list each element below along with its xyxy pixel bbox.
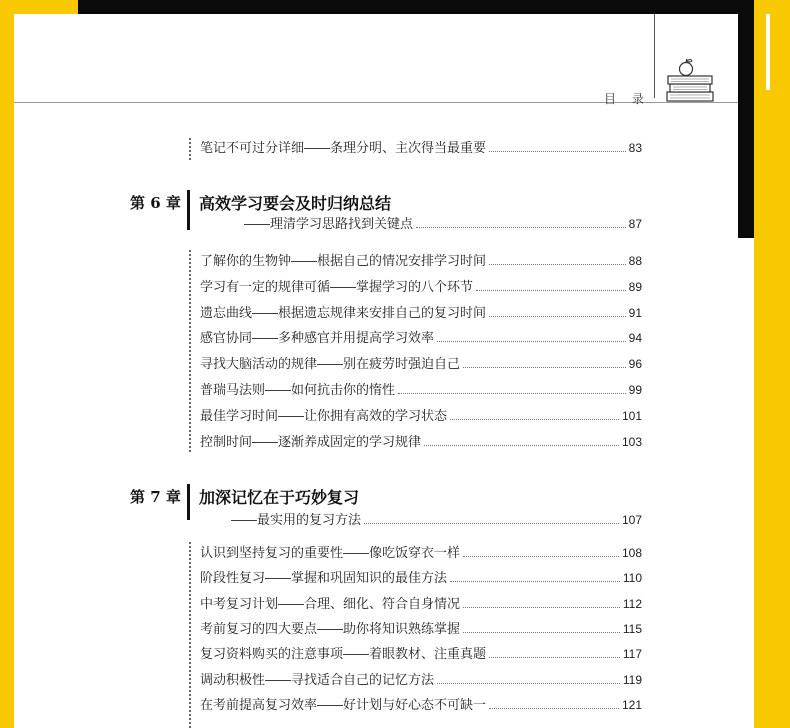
toc-entry-page: 103 [621,434,642,449]
dot-leader [416,227,626,228]
toc-entry-title: 考前复习的四大要点——助你将知识熟练掌握 [200,620,461,636]
toc-entry-page: 117 [622,647,642,662]
dot-leader [489,316,626,317]
toc-entry-page: 115 [622,621,642,636]
frame-black-top [78,0,754,14]
toc-entry[interactable] [200,668,642,688]
toc-entry-title: 阶段性复习——掌握和巩固知识的最佳方法 [200,570,448,586]
toc-entry-title: 中考复习计划——合理、细化、符合自身情况 [200,595,461,611]
dot-leader [450,581,620,582]
toc-entry-page: 99 [628,383,642,397]
toc-entry-title: 普瑞马法则——如何抗击你的惰性 [200,382,396,397]
top-entry-rule [189,138,191,160]
header-vertical-rule [654,14,655,98]
dot-leader [424,445,619,446]
frame-yellow-right [754,0,790,728]
books-apple-icon [664,58,716,104]
toc-entry-title: 寻找大脑活动的规律——别在疲劳时强迫自己 [200,356,461,372]
dot-leader [437,341,626,342]
toc-entry-page: 112 [622,596,642,611]
chapter-6-page: 87 [628,217,642,231]
chapter-6-bar [187,190,190,230]
toc-entry-page: 121 [621,697,642,712]
chapter-7-page: 107 [621,513,642,527]
dot-leader [398,393,626,394]
toc-entry-page: 119 [622,672,642,687]
toc-entry[interactable] [200,430,642,450]
chapter-7-bar [187,484,190,520]
toc-entry-title: 在考前提高复习效率——好计划与好心态不可缺一 [200,696,487,712]
dot-leader [463,556,619,557]
dot-leader [450,419,619,420]
toc-entry[interactable] [200,352,642,372]
dot-leader [489,657,620,658]
dot-leader [364,523,619,524]
frame-black-right [738,0,754,238]
page-header-title: 目 录 [604,92,650,106]
frame-yellow-left [0,0,14,728]
chapter-7-subtitle: ——最实用的复习方法 [231,512,362,527]
chapter-7-entries-rule [189,542,191,728]
toc-entry-page: 88 [628,254,642,268]
chapter-6-title[interactable]: 高效学习要会及时归纳总结 [199,194,392,213]
toc-entry[interactable] [200,404,642,424]
toc-entry-page: 94 [628,331,642,346]
toc-entry[interactable] [200,301,642,321]
toc-entry[interactable] [200,566,642,586]
toc-entry[interactable] [200,249,642,269]
toc-entry-title: 最佳学习时间——让你拥有高效的学习状态 [200,407,448,423]
toc-entry-title: 感官协同——多种感官并用提高学习效率 [200,330,435,346]
chapter-6-subtitle-entry[interactable] [244,212,642,232]
dot-leader [463,607,620,608]
toc-entry-title: 控制时间——逐渐养成固定的学习规律 [200,433,422,449]
dot-leader [489,151,626,152]
chapter-6-label: 第 6 章 [130,194,181,212]
toc-entry[interactable] [200,378,642,398]
dot-leader [463,632,620,633]
toc-entry-page: 89 [628,279,642,294]
toc-entry-page: 108 [621,546,642,560]
toc-entry[interactable] [200,275,642,295]
toc-entry-page: 83 [628,141,642,155]
dot-leader [489,708,619,709]
toc-entry-title: 遗忘曲线——根据遗忘规律来安排自己的复习时间 [200,304,487,320]
toc-entry[interactable] [200,326,642,346]
frame-yellow-top-left [0,0,78,14]
toc-entry-page: 96 [628,357,642,372]
toc-entry-title: 笔记不可过分详细——条理分明、主次得当最重要 [200,140,487,155]
frame-black-right-stub [766,14,770,90]
toc-entry-title: 学习有一定的规律可循——掌握学习的八个环节 [200,278,474,294]
toc-entry-page: 101 [621,408,642,423]
toc-entry[interactable] [200,693,642,713]
toc-entry-page: 91 [628,305,642,320]
dot-leader [463,367,626,368]
toc-entry[interactable] [200,592,642,612]
chapter-7-subtitle-entry[interactable] [231,508,642,528]
toc-entry[interactable] [200,642,642,662]
dot-leader [489,264,626,265]
chapter-7-label: 第 7 章 [130,488,181,506]
toc-entry[interactable] [200,136,642,156]
chapter-6-entries-rule [189,250,191,452]
toc-entry[interactable] [200,617,642,637]
chapter-6-subtitle: ——理清学习思路找到关键点 [244,216,414,231]
toc-entry-page: 110 [622,571,642,586]
dot-leader [476,290,626,291]
toc-entry-title: 调动积极性——寻找适合自己的记忆方法 [200,671,435,687]
toc-entry-title: 复习资料购买的注意事项——着眼教材、注重真题 [200,646,487,662]
toc-entry-title: 了解你的生物钟——根据自己的情况安排学习时间 [200,253,487,268]
toc-entry-title: 认识到坚持复习的重要性——像吃饭穿衣一样 [200,545,461,560]
dot-leader [437,683,620,684]
toc-entry[interactable] [200,541,642,561]
chapter-7-title[interactable]: 加深记忆在于巧妙复习 [199,488,360,507]
